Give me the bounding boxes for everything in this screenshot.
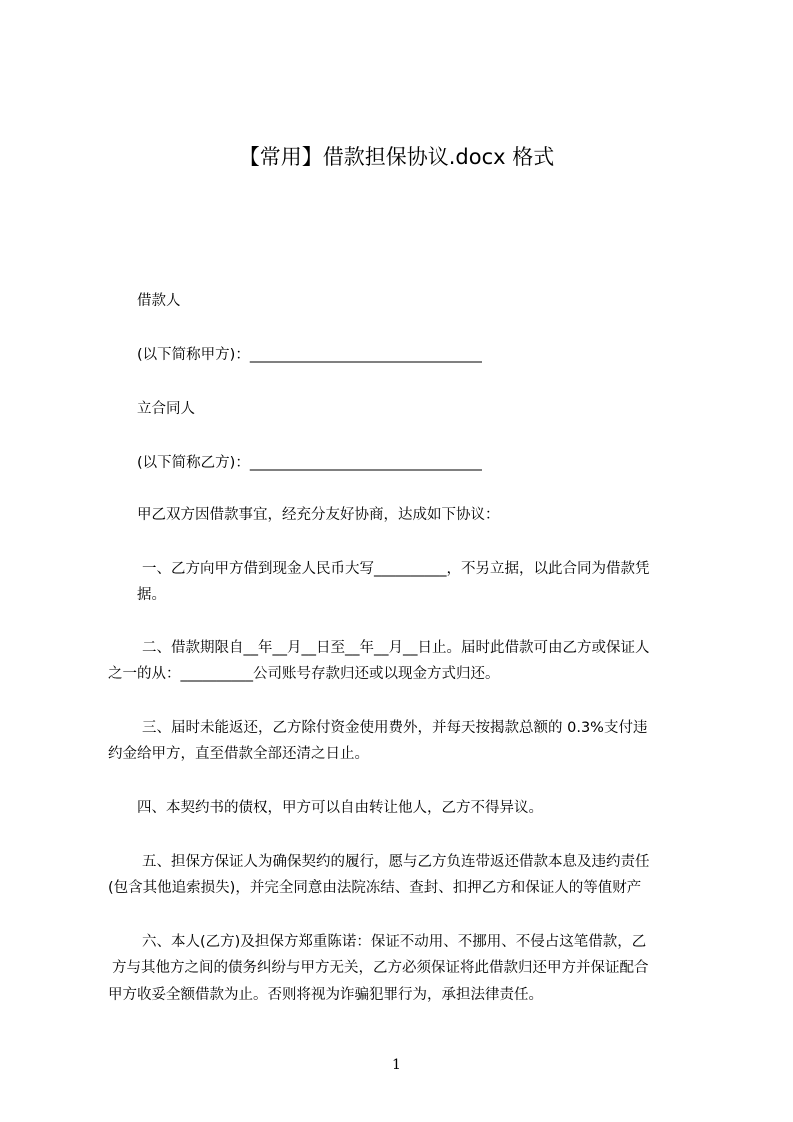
clause-1-line-1: 一、乙方向甲方借到现金人民币大写__________，不另立据，以此合同为借款凭 [142, 561, 650, 577]
clause-2-line-2: 之一的从：__________公司账号存款归还或以现金方式归还。 [108, 666, 500, 682]
contractor-label: 立合同人 [137, 401, 195, 417]
clause-3-line-1: 三、届时未能返还，乙方除付资金使用费外，并每天按揭款总额的 0.3%支付违 [142, 720, 648, 736]
clause-6-line-2: 方与其他方之间的债务纠纷与甲方无关，乙方必须保证将此借款归还甲方并保证配合 [112, 960, 649, 976]
clause-1-line-2: 据。 [137, 587, 166, 603]
clause-6-line-3: 甲方收妥全额借款为止。否则将视为诈骗犯罪行为，承担法律责任。 [108, 987, 543, 1003]
clause-5-line-2: (包含其他追索损失)，并完全同意由法院冻结、查封、扣押乙方和保证人的等值财产 [108, 880, 642, 896]
borrower-label: 借款人 [137, 293, 181, 309]
clause-2-line-1: 二、借款期限自__年__月__日至__年__月__日止。届时此借款可由乙方或保证人 [142, 640, 650, 656]
document-title: 【常用】借款担保协议.docx 格式 [238, 145, 555, 169]
clause-4-line-1: 四、本契约书的债权，甲方可以自由转让他人，乙方不得异议。 [137, 800, 543, 816]
clause-3-line-2: 约金给甲方，直至借款全部还清之日止。 [108, 746, 369, 762]
clause-6-line-1: 六、本人(乙方)及担保方郑重陈诺：保证不动用、不挪用、不侵占这笔借款，乙 [142, 934, 647, 950]
clause-5-line-1: 五、担保方保证人为确保契约的履行，愿与乙方负连带返还借款本息及违约责任 [142, 854, 650, 870]
party-b-line: (以下简称乙方)：________________________________ [137, 455, 482, 471]
page-number: 1 [392, 1057, 401, 1073]
party-a-line: (以下简称甲方)：________________________________ [137, 347, 482, 363]
intro-paragraph: 甲乙双方因借款事宜，经充分友好协商，达成如下协议： [137, 507, 500, 523]
